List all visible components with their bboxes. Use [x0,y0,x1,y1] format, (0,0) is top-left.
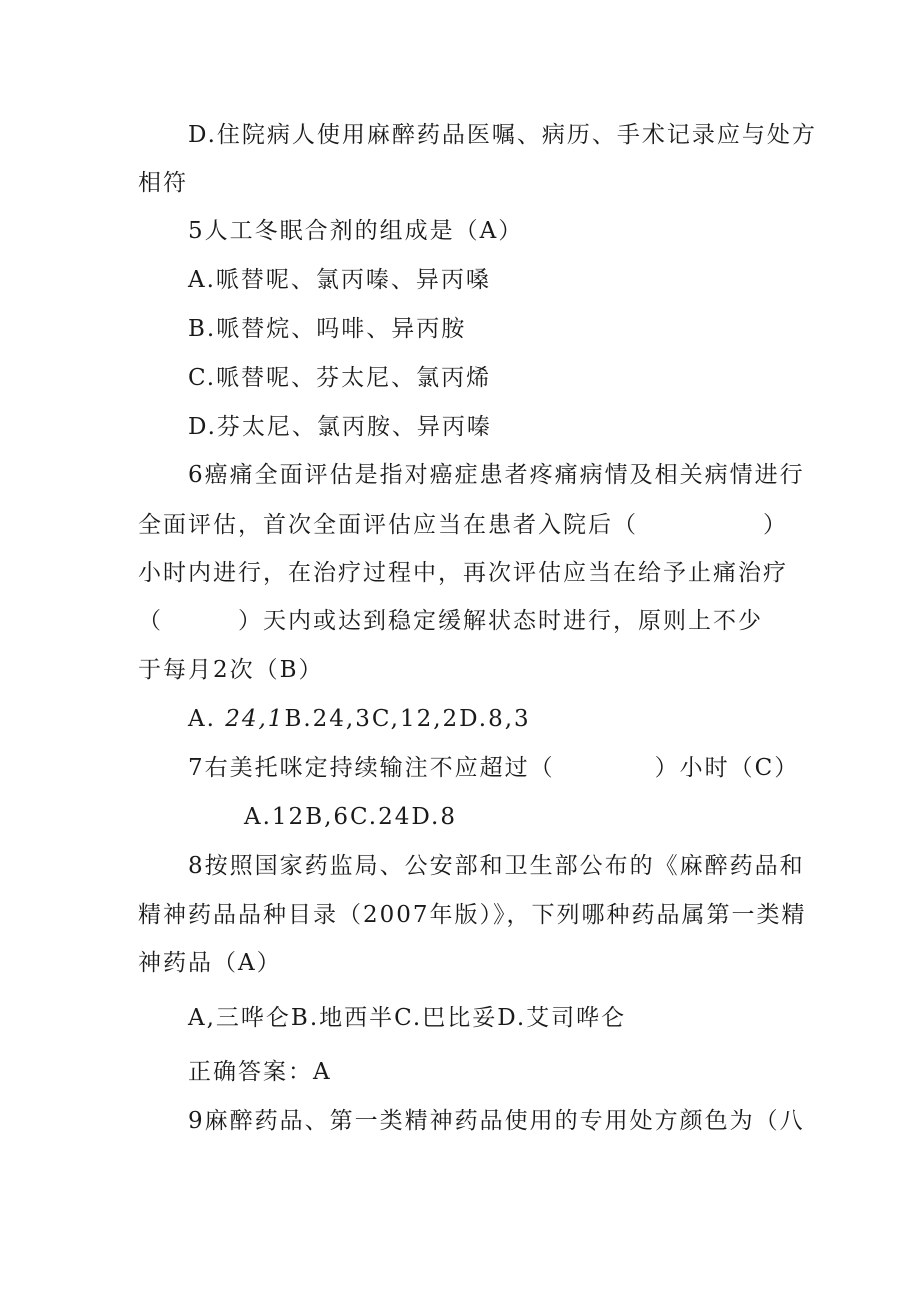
question-7: 7右美托咪定持续输注不应超过（ ）小时（C） [188,755,800,781]
question-9: 9麻醉药品、第一类精神药品使用的专用处方颜色为（八 [188,1108,805,1134]
question-7-options: A.12B,6C.24D.8 [244,804,457,830]
question-6-line-3: 小时内进行，在治疗过程中，再次评估应当在给予止痛治疗 [138,560,788,586]
question-6-option-a-value: 24,1 [225,706,285,732]
question-6-line-1: 6癌痛全面评估是指对癌症患者疼痛病情及相关病情进行 [188,462,805,488]
option-d-q4: D.住院病人使用麻醉药品医嘱、病历、手术记录应与处方 [188,122,817,148]
question-8-options: A,三哗仑B.地西半C.巴比妥D.艾司哗仑 [188,1005,627,1031]
question-6-options [188,704,531,734]
question-6-options-rest: B.24,3C,12,2D.8,3 [284,706,531,732]
question-6-line-2: 全面评估，首次全面评估应当在患者入院后（ ） [138,512,788,538]
question-5: 5人工冬眠合剂的组成是（A） [188,218,524,244]
question-5-option-c: C.哌替呢、芬太尼、氯丙烯 [188,365,492,391]
question-5-option-d: D.芬太尼、氯丙胺、异丙嗪 [188,414,492,440]
question-8-line-2: 精神药品品种目录（2007年版）》，下列哪种药品属第一类精 [138,902,807,928]
option-d-q4-continued: 相符 [138,170,188,196]
question-8-line-3: 神药品（A） [138,950,282,976]
question-6-options-prefix: A. [188,706,226,732]
question-8-line-1: 8按照国家药监局、公安部和卫生部公布的《麻醉药品和 [188,853,805,879]
question-5-option-a: A.哌替呢、氯丙嗪、异丙嗓 [188,267,491,293]
question-6-line-4: （ ）天内或达到稳定缓解状态时进行，原则上不少 [138,608,763,634]
question-5-option-b: B.哌替烷、吗啡、异丙胺 [188,316,467,342]
question-6-line-5: 于每月2次（B） [138,657,324,683]
question-8-answer: 正确答案：A [188,1059,332,1085]
